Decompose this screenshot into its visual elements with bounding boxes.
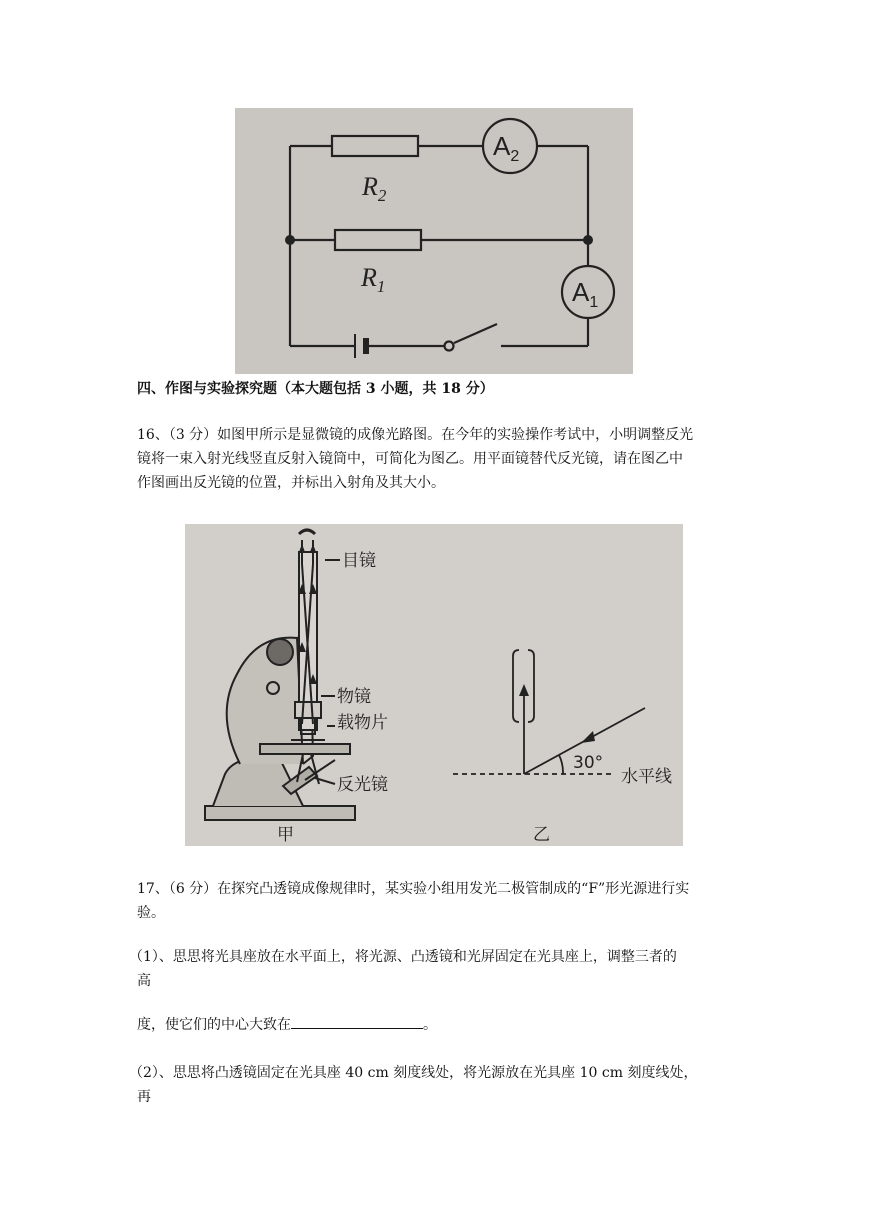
- microscope-diagram: [185, 524, 683, 846]
- a1-subscript: 1: [589, 294, 599, 311]
- resistor-r2: [332, 136, 418, 156]
- r1-label: R: [361, 263, 377, 292]
- svg-text:A1: [572, 277, 598, 311]
- answer-blank[interactable]: [291, 1014, 423, 1029]
- section-heading: 四、作图与实验探究题（本大题包括 3 小题，共 18 分）: [137, 381, 494, 397]
- svg-text:R1: [360, 263, 385, 296]
- a2-label: A: [493, 131, 511, 161]
- q16-line-1: 16、（3 分）如图甲所示是显微镜的成像光路图。在今年的实验操作考试中，小明调整反光: [137, 427, 694, 443]
- q17-line-2: 验。: [137, 905, 165, 921]
- eyepiece-label: 目镜: [342, 551, 376, 571]
- q17-part1-line-3: [137, 1014, 437, 1036]
- q17-line-1: 17、（6 分）在探究凸透镜成像规律时，某实验小组用发光二极管制成的“F”形光源进行实: [137, 881, 690, 897]
- a2-subscript: 2: [510, 148, 520, 165]
- reflector-label: 反光镜: [337, 775, 388, 795]
- q16-line-2: 镜将一束入射光线竖直反射入镜筒中，可简化为图乙。用平面镜替代反光镜，请在图乙中: [137, 451, 683, 467]
- figure-jia-label: 甲: [277, 825, 294, 845]
- r2-label: R: [362, 172, 378, 201]
- circuit-diagram: [235, 108, 633, 374]
- q17-part2-line-2: 再: [137, 1089, 151, 1105]
- horizontal-line-label: 水平线: [621, 767, 672, 787]
- q17-part1-after-blank: 。: [423, 1017, 437, 1033]
- objective-label: 物镜: [337, 687, 371, 707]
- angle-label: 30°: [573, 753, 604, 773]
- r1-subscript: 1: [376, 277, 386, 296]
- svg-text:A2: [493, 131, 519, 165]
- a1-label: A: [572, 277, 590, 307]
- r2-subscript: 2: [377, 186, 387, 205]
- svg-text:R2: [361, 172, 387, 205]
- slide-label: 载物片: [337, 713, 388, 733]
- resistor-r1: [335, 230, 421, 250]
- q16-line-3: 作图画出反光镜的位置，并标出入射角及其大小。: [137, 475, 445, 491]
- q17-part1-line-1: （1）、思思将光具座放在水平面上，将光源、凸透镜和光屏固定在光具座上，调整三者的: [129, 949, 677, 965]
- figure-yi-label: 乙: [533, 825, 550, 845]
- q17-part2-line-1: （2）、思思将凸透镜固定在光具座 40 cm 刻度线处，将光源放在光具座 10 cm 刻度线处，: [129, 1065, 698, 1081]
- q17-part1-line-2: 高: [137, 973, 151, 989]
- q17-part1-before-blank: 度，使它们的中心大致在: [137, 1017, 291, 1033]
